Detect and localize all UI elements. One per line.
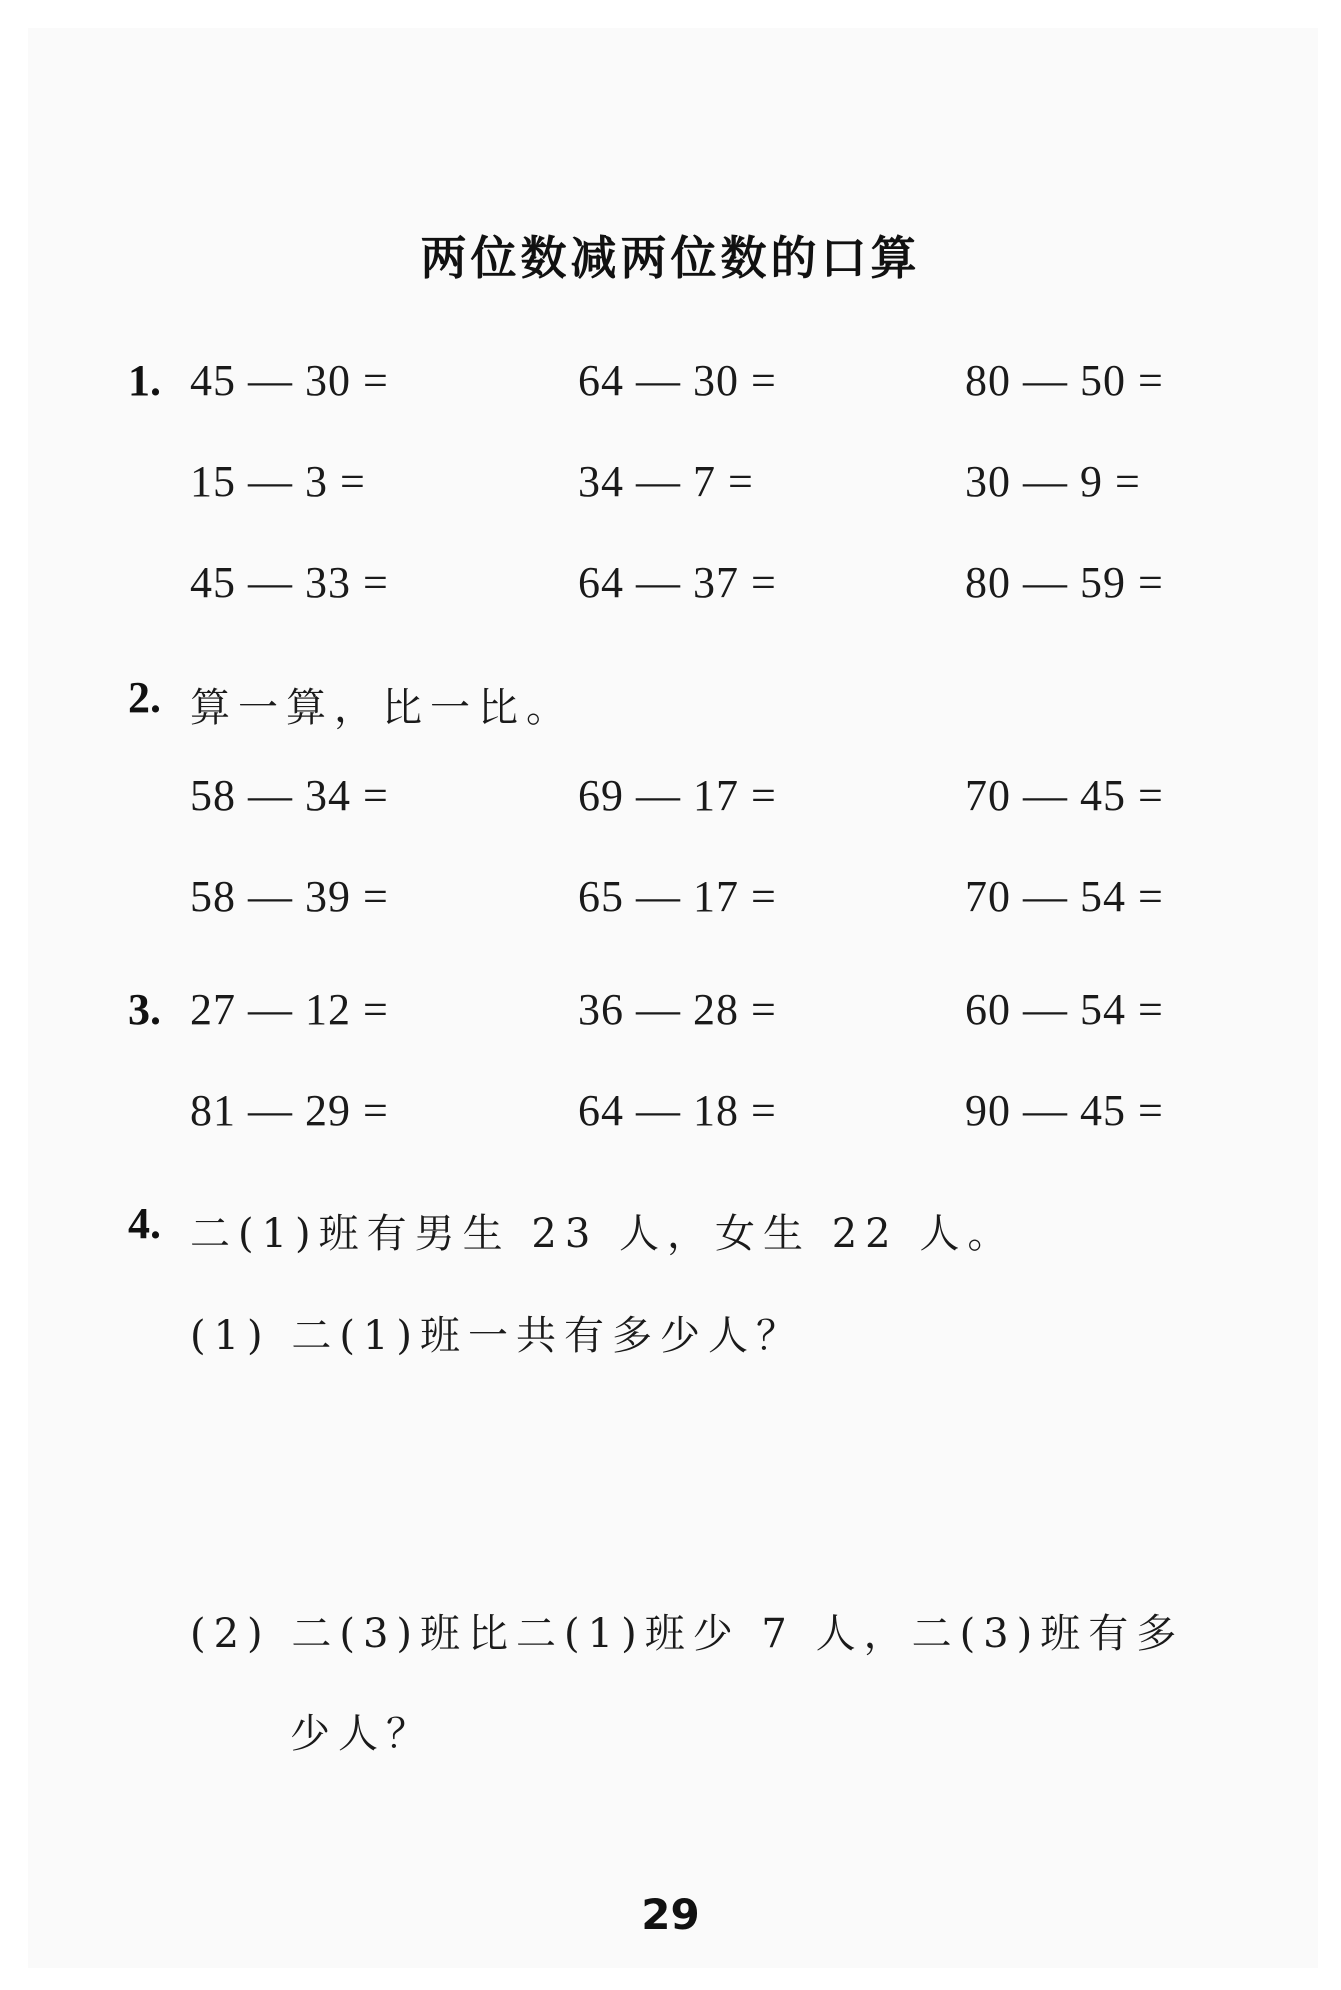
q3-row-2: [0, 1085, 1341, 1145]
q1-r3-expr-3: 80 — 59 =: [965, 558, 1164, 607]
q1-row-2: [0, 456, 1341, 516]
q2-instruction: 算一算，比一比。: [190, 685, 574, 731]
q1-r2-expr-2: 34 — 7 =: [578, 457, 754, 506]
q4-sub2-line1: (2) 二(3)班比二(1)班少 7 人，二(3)班有多: [190, 1611, 1185, 1657]
q4-sub1: (1) 二(1)班一共有多少人？: [190, 1313, 805, 1359]
q3-r2-expr-2: 64 — 18 =: [578, 1086, 777, 1135]
q2-r1-expr-3: 70 — 45 =: [965, 771, 1164, 820]
q4-sub2-row-2: [0, 1698, 1341, 1758]
q2-r2-expr-1: 58 — 39 =: [190, 872, 389, 921]
q2-r2-expr-2: 65 — 17 =: [578, 872, 777, 921]
q3-r1-expr-2: 36 — 28 =: [578, 985, 777, 1034]
q3-number: 3.: [128, 985, 161, 1034]
q2-r2-expr-3: 70 — 54 =: [965, 872, 1164, 921]
q1-r1-expr-2: 64 — 30 =: [578, 356, 777, 405]
q4-sub1-row: [0, 1300, 1341, 1360]
q1-r2-expr-3: 30 — 9 =: [965, 457, 1141, 506]
q1-r1-expr-1: 45 — 30 =: [190, 356, 389, 405]
q4-number: 4.: [128, 1199, 161, 1248]
q1-row-3: [0, 557, 1341, 617]
q4-sub2-row-1: [0, 1598, 1341, 1658]
q3-r1-expr-3: 60 — 54 =: [965, 985, 1164, 1034]
q4-header: [0, 1198, 1341, 1258]
q2-header: [0, 672, 1341, 732]
q1-row-1: [0, 355, 1341, 415]
q3-r1-expr-1: 27 — 12 =: [190, 985, 389, 1034]
q2-number: 2.: [128, 673, 161, 722]
q3-r2-expr-3: 90 — 45 =: [965, 1086, 1164, 1135]
q1-r2-expr-1: 15 — 3 =: [190, 457, 366, 506]
q3-r2-expr-1: 81 — 29 =: [190, 1086, 389, 1135]
q2-r1-expr-1: 58 — 34 =: [190, 771, 389, 820]
q4-sub2-line2: 少人？: [290, 1711, 434, 1757]
page-title: 两位数减两位数的口算: [420, 231, 921, 285]
q4-stem: 二(1)班有男生 23 人，女生 22 人。: [190, 1211, 1016, 1257]
page-number: 29: [641, 1890, 700, 1939]
q3-row-1: [0, 984, 1341, 1044]
q2-row-2: [0, 871, 1341, 931]
q2-row-1: [0, 770, 1341, 830]
q2-r1-expr-2: 69 — 17 =: [578, 771, 777, 820]
q1-number: 1.: [128, 356, 161, 405]
q1-r3-expr-2: 64 — 37 =: [578, 558, 777, 607]
q1-r3-expr-1: 45 — 33 =: [190, 558, 389, 607]
q1-r1-expr-3: 80 — 50 =: [965, 356, 1164, 405]
